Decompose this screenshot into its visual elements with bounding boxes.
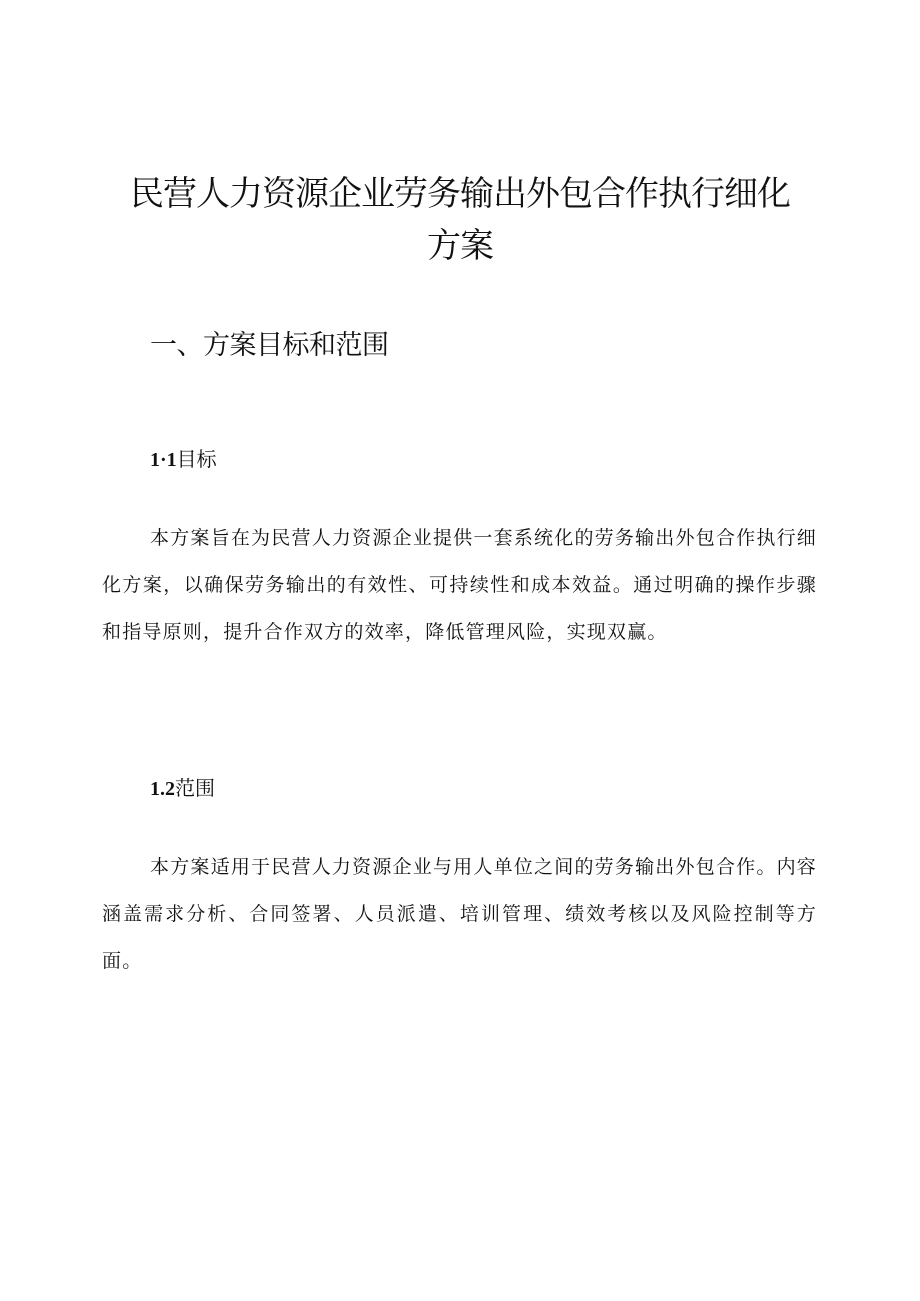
subsection-heading-scope: [150, 773, 215, 804]
document-title: 民营人力资源企业劳务输出外包合作执行细化方案: [130, 174, 790, 266]
subsection-number: 1.2: [150, 778, 175, 800]
scope-paragraph: 本方案适用于民营人力资源企业与用人单位之间的劳务输出外包合作。内容涵盖需求分析、合同签署、人员派遣、培训管理、绩效考核以及风险控制等方面。: [102, 856, 817, 972]
goal-paragraph: 本方案旨在为民营人力资源企业提供一套系统化的劳务输出外包合作执行细化方案，以确保劳务输出的有效性、可持续性和成本效益。通过明确的操作步骤和指导原则，提升合作双方的效率，降低管理风险，实现双赢。: [102, 527, 817, 643]
section-heading: 一、方案目标和范围: [150, 330, 389, 361]
subsection-heading-goal: [150, 444, 217, 475]
subsection-label: 范围: [175, 776, 215, 800]
subsection-label: 目标: [176, 447, 217, 471]
subsection-number: 1·1: [150, 449, 177, 471]
